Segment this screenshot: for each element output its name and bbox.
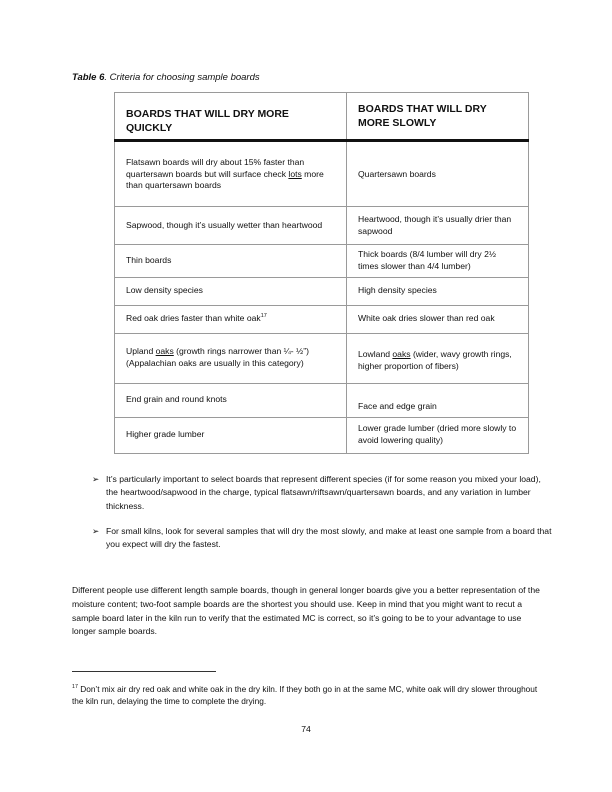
- arrow-bullet-icon: ➢: [92, 525, 100, 536]
- table-header-row: [115, 93, 529, 141]
- table-row: [115, 333, 529, 383]
- table-cell: [115, 141, 347, 207]
- bullet-list: [92, 473, 552, 564]
- bullet-text: For small kilns, look for several samples that will dry the most slowly, and make at least one sample from a board that you expect will dry the fastest.: [106, 525, 552, 550]
- table-row: [115, 207, 529, 245]
- table-row: [115, 305, 529, 333]
- table-cell: [115, 305, 347, 333]
- arrow-bullet-icon: ➢: [92, 474, 100, 484]
- cell-text-underlined: lots: [288, 168, 302, 179]
- page-number: 74: [301, 724, 311, 734]
- table-cell: Lower grade lumber (dried more slowly to avoid lowering quality): [347, 417, 529, 453]
- footnote-number: 17: [72, 684, 78, 691]
- cell-text: more than quartersawn boards: [126, 168, 324, 191]
- table-row: [115, 383, 529, 417]
- footnote-text: Don’t mix air dry red oak and white oak in the dry kiln. If they both go in at the same MC, white oak will dry slower throughout the kiln run, delaying the time to complete the drying.: [72, 684, 538, 707]
- cell-text-underlined: oaks: [392, 349, 411, 360]
- criteria-table: [114, 92, 529, 454]
- table-cell: White oak dries slower than red oak: [347, 305, 529, 333]
- table-cell: Low density species: [115, 277, 347, 305]
- list-item: [92, 525, 552, 552]
- body-paragraph: Different people use different length sample boards, though in general longer boards give you a better representation of the moisture content; two-foot sample boards are the shortest you should use. Keep in mind that you might want to recut a sample board later in the kiln run to verify that the estimated MC is correct, so it’s going to be to your advantage to use longer sample boards.: [72, 585, 540, 637]
- header-dry-quickly: BOARDS THAT WILL DRY MORE QUICKLY: [115, 93, 347, 141]
- table-row: [115, 245, 529, 277]
- table-cell: Heartwood, though it’s usually drier than sapwood: [347, 207, 529, 245]
- table-cell: High density species: [347, 277, 529, 305]
- footnote-divider: [72, 671, 216, 672]
- table-cell: Face and edge grain: [347, 383, 529, 417]
- cell-text: (wider, wavy growth rings, higher proportion of fibers): [358, 349, 512, 372]
- table-cell: End grain and round knots: [115, 383, 347, 417]
- table-cell: Sapwood, though it’s usually wetter than heartwood: [115, 207, 347, 245]
- table-row: [115, 141, 529, 207]
- caption-text: . Criteria for choosing sample boards: [104, 72, 260, 83]
- table-row: [115, 417, 529, 453]
- table-cell: Higher grade lumber: [115, 417, 347, 453]
- table-cell: [347, 333, 529, 383]
- list-item: [92, 473, 552, 513]
- table-caption: [72, 72, 260, 83]
- caption-label: Table 6: [72, 72, 105, 83]
- table-cell: Thick boards (8/4 lumber will dry 2½ times slower than 4/4 lumber): [347, 245, 529, 277]
- cell-text: (growth rings narrower than ¼- ½”) (Appalachian oaks are usually in this category): [126, 346, 309, 369]
- footnote: [72, 683, 542, 708]
- table-cell: Thin boards: [115, 245, 347, 277]
- cell-text: Red oak dries faster than white oak: [126, 313, 261, 324]
- footnote-reference: 17: [260, 313, 267, 320]
- header-dry-slowly: BOARDS THAT WILL DRY MORE SLOWLY: [347, 93, 529, 141]
- table-cell: [115, 333, 347, 383]
- cell-text: Flatsawn boards will dry about 15% faster than quartersawn boards but will surface check: [126, 156, 305, 179]
- cell-text-underlined: oaks: [155, 346, 174, 357]
- table-cell: Quartersawn boards: [347, 141, 529, 207]
- bullet-text: It’s particularly important to select boards that represent different species (if for some reason you mixed your load), the heartwood/sapwood in the charge, typical flatsawn/riftsawn/quartersawn boards, and any variation in lumber thickness.: [106, 474, 541, 511]
- cell-text: Upland: [126, 346, 156, 357]
- cell-text: Lowland: [358, 349, 393, 360]
- table-row: [115, 277, 529, 305]
